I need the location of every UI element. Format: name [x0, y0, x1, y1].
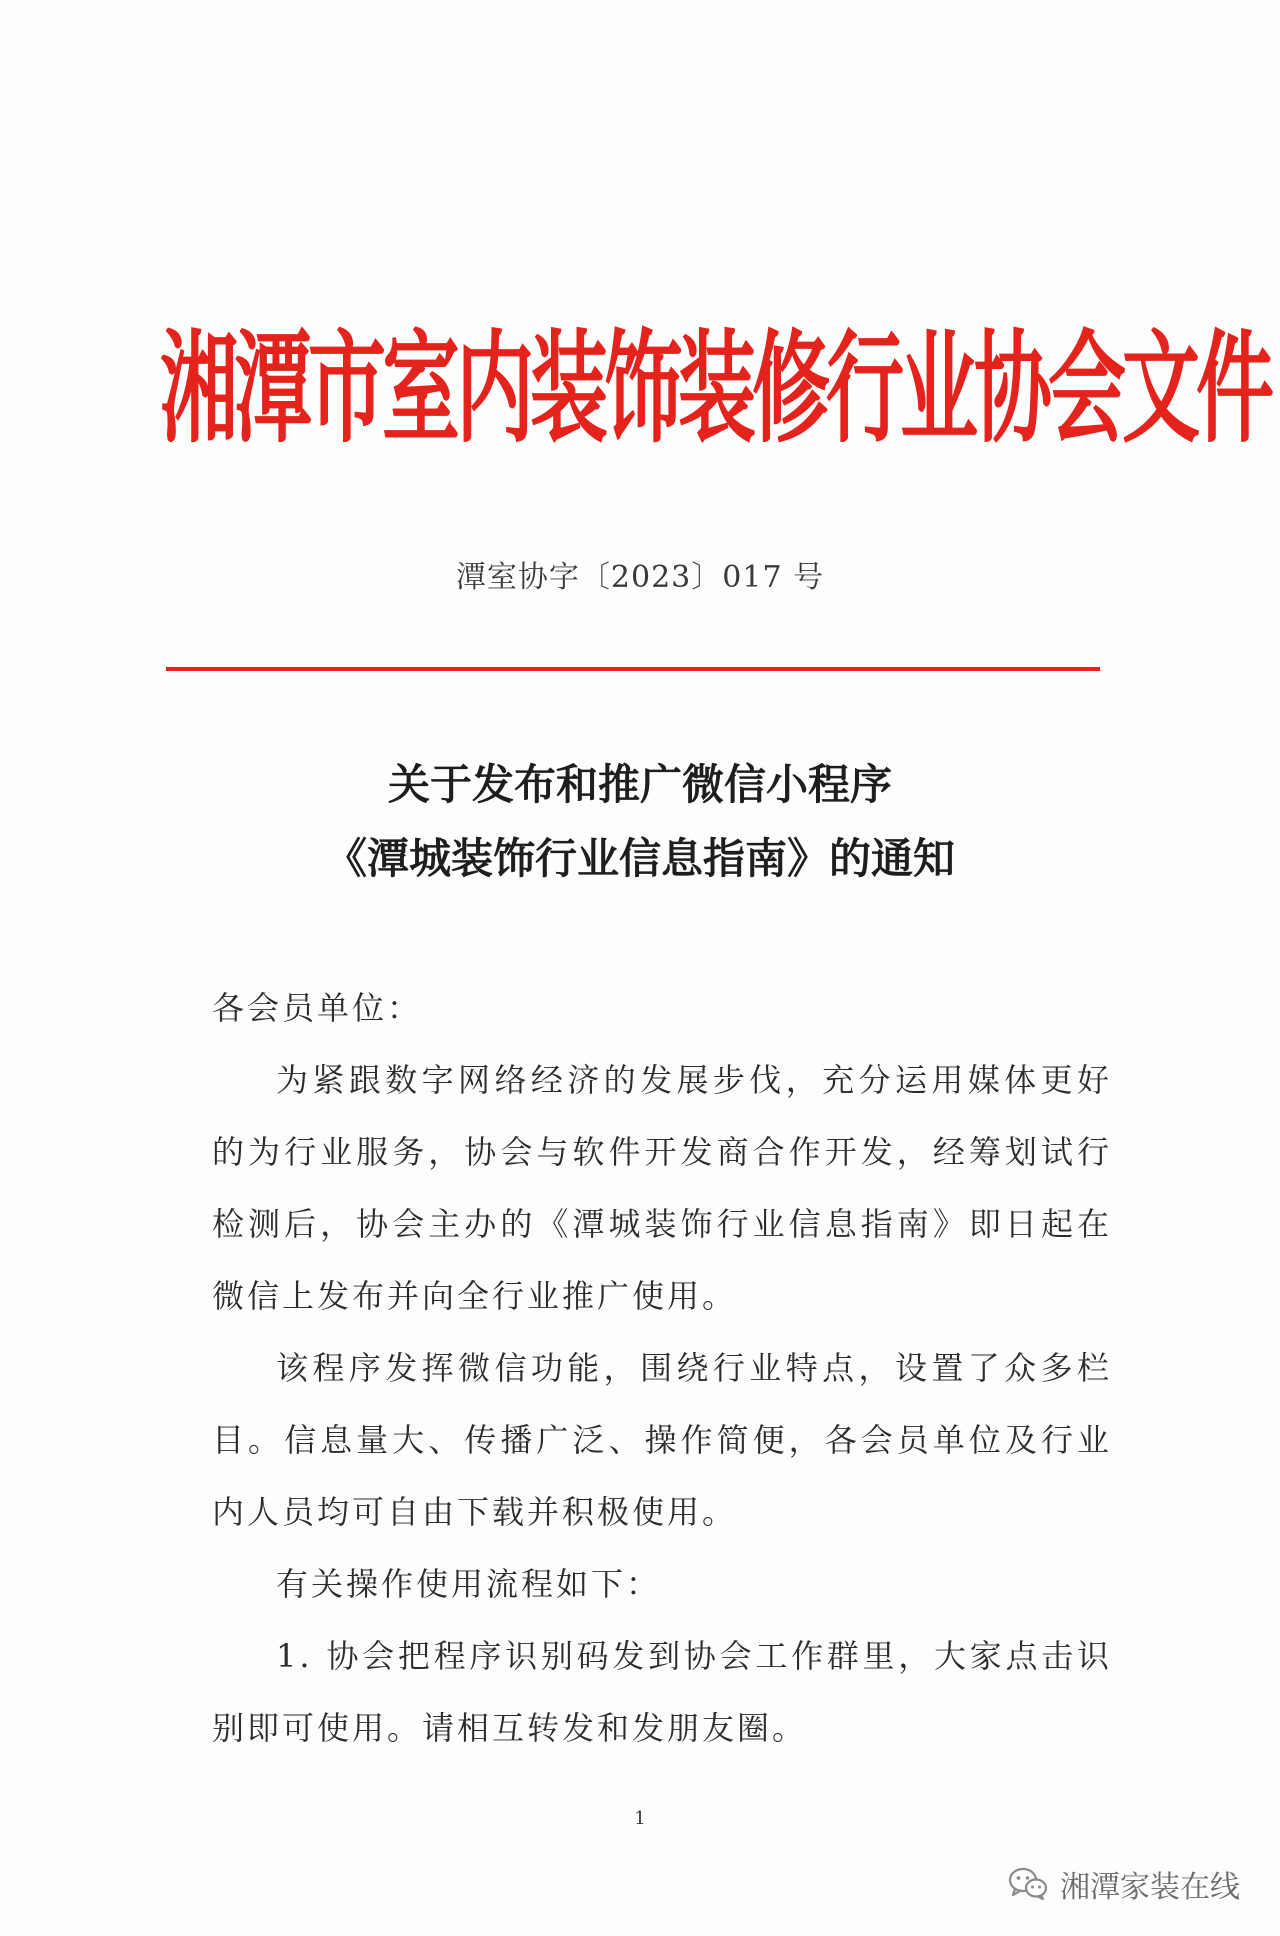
- salutation: 各会员单位：: [212, 989, 423, 1027]
- body-paragraph-3: 有关操作使用流程如下：: [276, 1565, 662, 1603]
- document-number: 潭室协字〔2023〕017 号: [455, 560, 825, 595]
- notice-body: [212, 972, 1112, 1764]
- body-paragraph-4: 1. 协会把程序识别码发到协会工作群里，大家点击识别即可使用。请相互转发和发朋友圈。: [212, 1637, 1112, 1747]
- notice-title: [0, 748, 1280, 896]
- body-paragraph-1: 为紧跟数字网络经济的发展步伐，充分运用媒体更好的为行业服务，协会与软件开发商合作开发，经筹划试行检测后，协会主办的《潭城装饰行业信息指南》即日起在微信上发布并向全行业推广使用。: [212, 1061, 1112, 1315]
- wechat-icon: [1008, 1867, 1048, 1901]
- notice-title-line-2: 《潭城装饰行业信息指南》的通知: [324, 834, 955, 883]
- organization-header-title: 湘潭市室内装饰装修行业协会文件: [160, 320, 1271, 460]
- red-divider-line: [166, 667, 1100, 671]
- body-paragraph-2: 该程序发挥微信功能，围绕行业特点，设置了众多栏目。信息量大、传播广泛、操作简便，各会员单位及行业内人员均可自由下载并积极使用。: [212, 1349, 1112, 1531]
- notice-title-line-1: 关于发布和推广微信小程序: [387, 760, 892, 809]
- watermark-text: 湘潭家装在线: [1060, 1870, 1240, 1905]
- source-watermark: [1008, 1862, 1240, 1906]
- page-number: 1: [634, 1808, 646, 1829]
